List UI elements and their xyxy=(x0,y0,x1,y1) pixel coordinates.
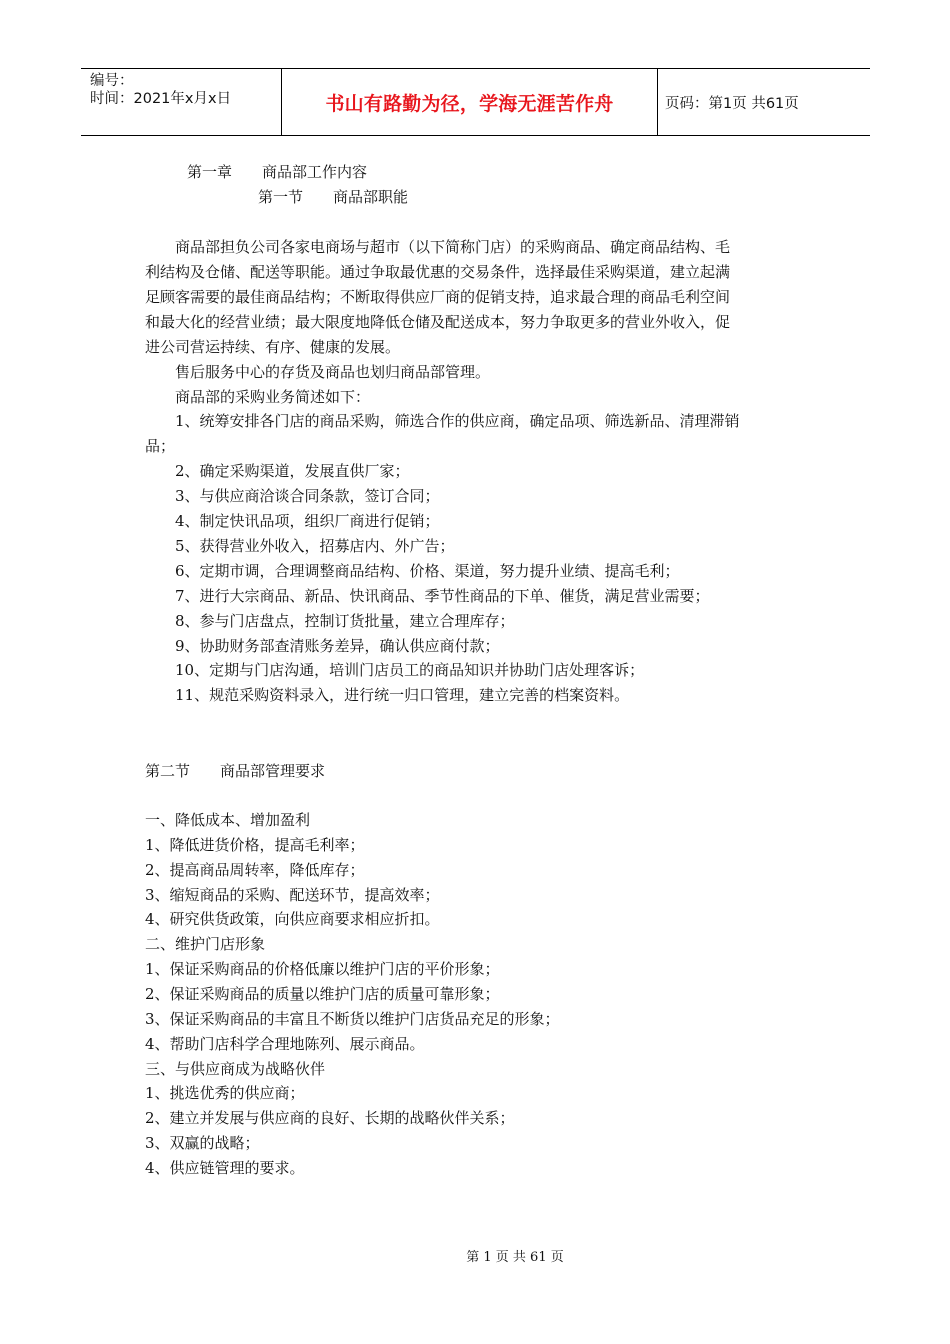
list-item: 1、降低进货价格，提高毛利率； xyxy=(145,836,365,854)
paragraph-line: 利结构及仓储、配送等职能。通过争取最优惠的交易条件，选择最佳采购渠道，建立起满 xyxy=(145,263,731,281)
paragraph-line: 进公司营运持续、有序、健康的发展。 xyxy=(145,338,401,356)
list-item: 10、定期与门店沟通，培训门店员工的商品知识并协助门店处理客诉； xyxy=(145,661,645,679)
header-motto: 书山有路勤为径，学海无涯苦作舟 xyxy=(282,69,658,135)
list-item: 3、与供应商洽谈合同条款，签订合同； xyxy=(145,487,440,505)
list-item: 5、获得营业外收入，招募店内、外广告； xyxy=(145,537,455,555)
list-item: 8、参与门店盘点，控制订货批量，建立合理库存； xyxy=(145,612,515,630)
list-item: 3、保证采购商品的丰富且不断货以维护门店货品充足的形象； xyxy=(145,1010,560,1028)
paragraph-line: 商品部担负公司各家电商场与超市（以下简称门店）的采购商品、确定商品结构、毛 xyxy=(145,238,731,256)
header-meta xyxy=(81,69,282,135)
list-item: 2、提高商品周转率，降低库存； xyxy=(145,861,365,879)
list-item: 11、规范采购资料录入，进行统一归口管理，建立完善的档案资料。 xyxy=(145,686,630,704)
document-number: 编号： xyxy=(90,73,134,89)
list-item: 2、建立并发展与供应商的良好、长期的战略伙伴关系； xyxy=(145,1109,515,1127)
list-item: 3、缩短商品的采购、配送环节，提高效率； xyxy=(145,886,440,904)
paragraph-line: 商品部的采购业务简述如下： xyxy=(145,388,371,406)
document-date: 时间：2021年x月x日 xyxy=(90,91,232,107)
list-item: 1、统筹安排各门店的商品采购，筛选合作的供应商，确定品项、筛选新品、清理滞销 xyxy=(145,412,740,430)
list-item: 1、保证采购商品的价格低廉以维护门店的平价形象； xyxy=(145,960,500,978)
paragraph-line: 售后服务中心的存货及商品也划归商品部管理。 xyxy=(145,363,491,381)
section-title: 第一节 商品部职能 xyxy=(258,188,409,206)
section-title: 第二节 商品部管理要求 xyxy=(145,762,326,780)
list-item: 7、进行大宗商品、新品、快讯商品、季节性商品的下单、催货，满足营业需要； xyxy=(145,587,710,605)
list-item: 4、供应链管理的要求。 xyxy=(145,1159,305,1177)
page-footer: 第 1 页 共 61 页 xyxy=(466,1250,564,1265)
list-item: 1、挑选优秀的供应商； xyxy=(145,1084,305,1102)
list-item: 2、确定采购渠道，发展直供厂家； xyxy=(145,462,410,480)
paragraph-line: 和最大化的经营业绩；最大限度地降低仓储及配送成本，努力争取更多的营业外收入，促 xyxy=(145,313,731,331)
list-item: 二、维护门店形象 xyxy=(145,935,266,953)
list-item: 9、协助财务部查清账务差异，确认供应商付款； xyxy=(145,637,500,655)
list-item: 一、降低成本、增加盈利 xyxy=(145,811,311,829)
list-item: 4、制定快讯品项，组织厂商进行促销； xyxy=(145,512,440,530)
list-item: 4、帮助门店科学合理地陈列、展示商品。 xyxy=(145,1035,425,1053)
list-item: 6、定期市调，合理调整商品结构、价格、渠道，努力提升业绩、提高毛利； xyxy=(145,562,680,580)
document-header xyxy=(81,68,870,136)
chapter-title: 第一章 商品部工作内容 xyxy=(187,163,368,181)
paragraph-line: 足顾客需要的最佳商品结构；不断取得供应厂商的促销支持，追求最合理的商品毛利空间 xyxy=(145,288,731,306)
list-item: 4、研究供货政策，向供应商要求相应折扣。 xyxy=(145,910,440,928)
list-item: 品； xyxy=(145,437,176,455)
list-item: 三、与供应商成为战略伙伴 xyxy=(145,1060,326,1078)
list-item: 2、保证采购商品的质量以维护门店的质量可靠形象； xyxy=(145,985,500,1003)
header-page-number: 页码：第1页 共61页 xyxy=(665,95,799,112)
list-item: 3、双赢的战略； xyxy=(145,1134,260,1152)
